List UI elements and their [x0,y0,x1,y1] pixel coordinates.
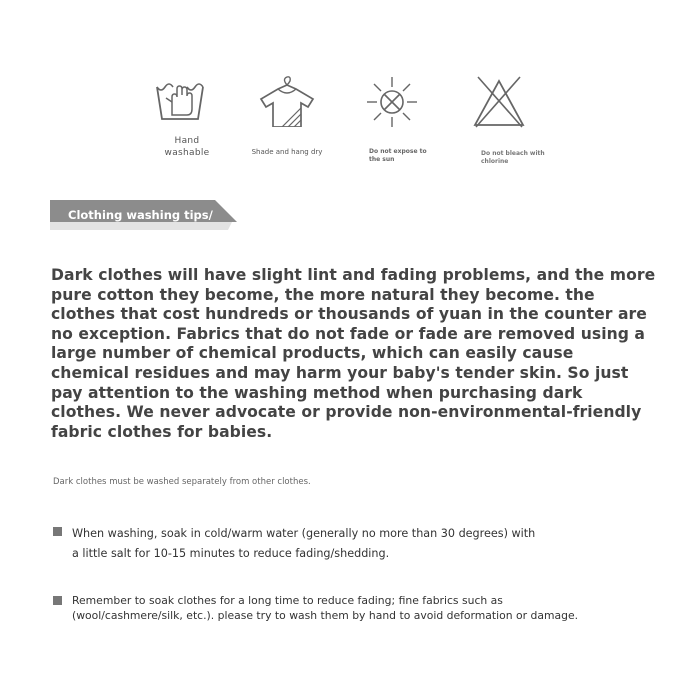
tip-text: When washing, soak in cold/warm water (generally no more than 30 degrees) with a little salt for 10-15 minutes to reduce fading/shedding. [72,527,536,560]
no-sun-icon [365,75,419,129]
care-item-hand-wash [130,75,230,159]
care-item-no-sun [342,75,442,164]
wash-separately-note: Dark clothes must be washed separately from other clothes. [53,477,311,487]
main-paragraph: Dark clothes will have slight lint and fading problems, and the more pure cotton they become, the more natural they become. the clothes that cost hundreds or thousands of yuan in the counter are no exception. Fabrics that do not fade or fade are removed using a large number of chemical products, which can easily cause chemical residues and may harm your baby's tender skin. So just pay attention to the washing method when purchasing dark clothes. We never advocate or provide non-environmental-friendly fabric clothes for babies. [51,266,656,441]
section-title: Clothing washing tips/ [68,208,213,222]
care-icons-row [140,75,580,170]
no-bleach-icon [470,75,528,131]
bullet-square-icon [53,596,62,605]
care-label-hang-dry: Shade and hang dry [251,148,323,156]
hang-dry-shirt-icon [258,75,316,127]
tip-text: Remember to soak clothes for a long time to reduce fading; fine fabrics such as (wool/cashmere/silk, etc.). please try to wash them by hand to avoid deformation or damage. [72,594,579,622]
hand-wash-icon [154,75,206,121]
care-label-no-sun: Do not expose to the sun [369,148,427,163]
care-item-hang-dry [237,75,337,156]
care-item-no-bleach [449,75,549,166]
bullet-square-icon [53,527,62,536]
care-label-hand-wash: Hand washable [164,136,210,158]
section-banner [50,200,237,230]
care-label-no-bleach: Do not bleach with chlorine [481,150,545,165]
